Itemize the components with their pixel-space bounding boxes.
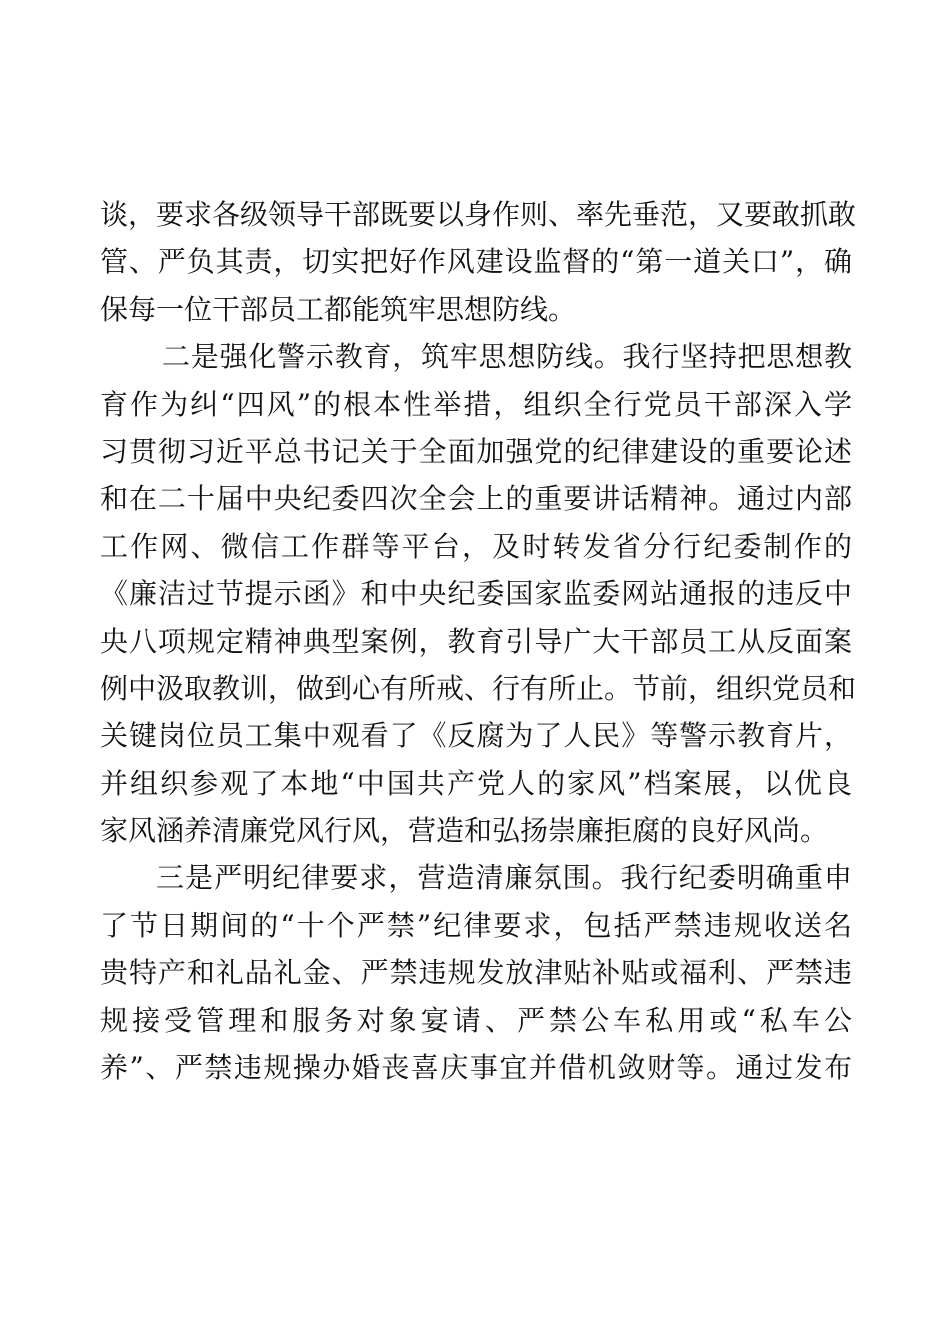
- text-line: 保每一位干部员工都能筑牢思想防线。: [100, 292, 577, 326]
- text-line: 和在二十届中央纪委四次全会上的重要讲话精神。通过内部: [100, 482, 852, 516]
- text-line: 工作网、微信工作群等平台，及时转发省分行纪委制作的: [100, 529, 852, 563]
- paragraph-warning-education: [100, 333, 857, 854]
- text-line: 家风涵养清廉党风行风，营造和弘扬崇廉拒腐的良好风尚。: [100, 814, 829, 848]
- text-line: 并组织参观了本地“中国共产党人的家风”档案展，以优良: [100, 766, 852, 800]
- text-line: 了节日期间的“十个严禁”纪律要求，包括严禁违规收送名: [100, 908, 852, 942]
- text-line: 《廉洁过节提示函》和中央纪委国家监委网站通报的违反中: [100, 577, 852, 611]
- text-line: 央八项规定精神典型案例，教育引导广大干部员工从反面案: [100, 624, 852, 658]
- text-line: 习贯彻习近平总书记关于全面加强党的纪律建设的重要论述: [100, 434, 852, 468]
- text-line: 规接受管理和服务对象宴请、严禁公车私用或“私车公: [100, 1003, 852, 1037]
- text-line: 贵特产和礼品礼金、严禁违规发放津贴补贴或福利、严禁违: [100, 956, 852, 990]
- text-line: 育作为纠“四风”的根本性举措，组织全行党员干部深入学: [100, 387, 852, 421]
- text-line: 谈，要求各级领导干部既要以身作则、率先垂范，又要敢抓敢: [100, 198, 857, 231]
- paragraph-continuation: [100, 191, 857, 333]
- text-line: 二是强化警示教育，筑牢思想防线。我行坚持把思想教: [162, 340, 852, 374]
- document-body: [100, 191, 857, 1091]
- paragraph-discipline-requirements: [100, 854, 852, 1091]
- text-line: 养”、严禁违规操办婚丧喜庆事宜并借机敛财等。通过发布: [100, 1051, 852, 1085]
- text-line: 三是严明纪律要求，营造清廉氛围。我行纪委明确重申: [156, 861, 852, 895]
- text-line: 关键岗位员工集中观看了《反腐为了人民》等警示教育片，: [100, 719, 852, 753]
- text-line: 管、严负其责，切实把好作风建设监督的“第一道关口”，确: [100, 245, 852, 279]
- text-line: 例中汲取教训，做到心有所戒、行有所止。节前，组织党员和: [100, 671, 857, 705]
